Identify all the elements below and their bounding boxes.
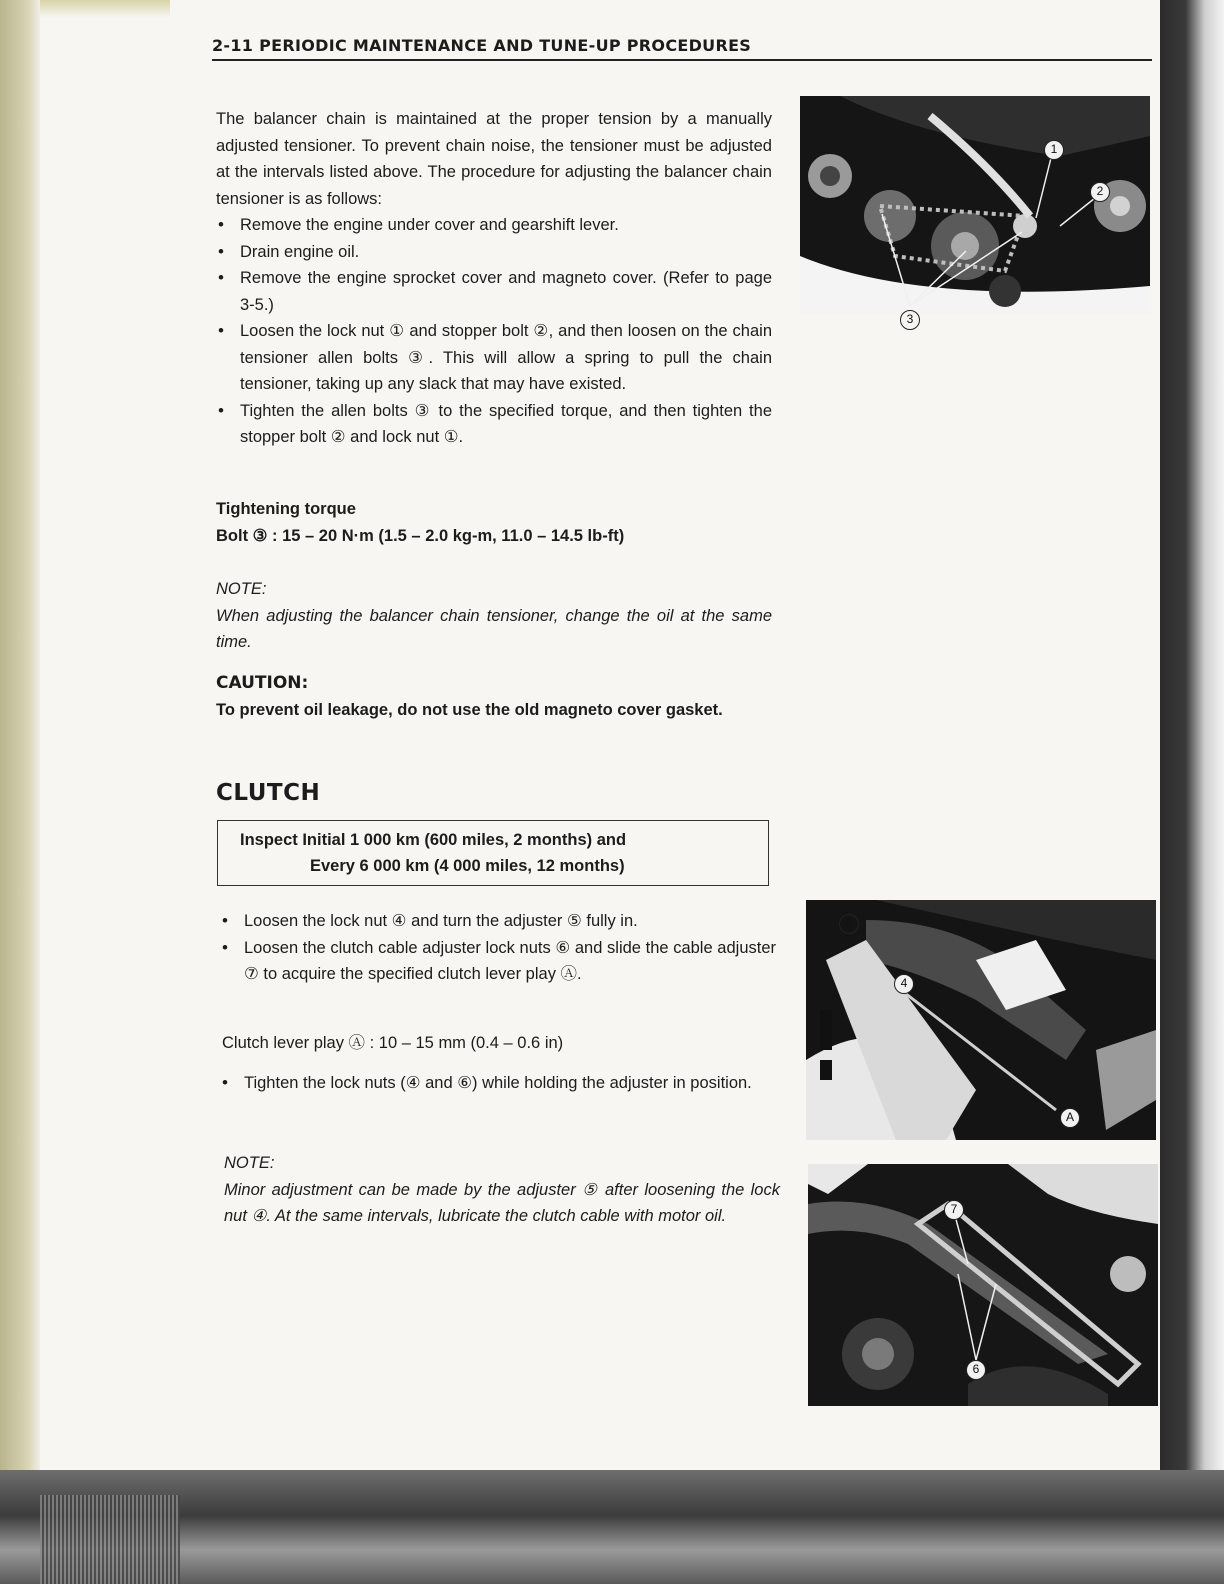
note-label: NOTE: (216, 580, 267, 598)
note-text: Minor adjustment can be made by the adjuster ⑤ after loosening the lock nut ④. At the same intervals, lubricate the clutch cable with motor oil. (224, 1180, 780, 1225)
balancer-step: • Tighten the allen bolts ③ to the specified torque, and then tighten the stopper bolt ② and lock nut ①. (216, 398, 772, 451)
callout-1: 1 (1044, 140, 1064, 160)
clutch-lever-image (806, 900, 1156, 1140)
caution-block (216, 670, 772, 723)
caution-text: To prevent oil leakage, do not use the old magneto cover gasket. (216, 700, 723, 719)
scan-edge-bottom (0, 1470, 1224, 1584)
engine-case-image (800, 96, 1150, 314)
torque-value: Bolt ③ : 15 – 20 N·m (1.5 – 2.0 kg-m, 11.0 – 14.5 lb-ft) (216, 526, 625, 545)
page-header: 2-11 PERIODIC MAINTENANCE AND TUNE-UP PROCEDURES (212, 36, 1152, 61)
torque-title: Tightening torque (216, 500, 356, 518)
balancer-tensioner-photo (800, 96, 1150, 314)
torque-spec (216, 496, 772, 549)
clutch-play-spec: Clutch lever play Ⓐ : 10 – 15 mm (0.4 – 0.6 in) (222, 1034, 564, 1052)
callout-4: 4 (894, 974, 914, 994)
clutch-lever-photo (806, 900, 1156, 1140)
clutch-steps (220, 908, 776, 988)
inspect-line-1: Inspect Initial 1 000 km (600 miles, 2 months) and (240, 831, 627, 849)
section-heading-clutch: CLUTCH (216, 780, 321, 806)
balancer-step: • Loosen the lock nut ① and stopper bolt ②, and then loosen on the chain tensioner allen bolts ③. This will allow a spring to pull the chain tensioner, taking up any slack that may have existed. (216, 318, 772, 398)
scan-bottom-texture (40, 1495, 180, 1584)
note-text: When adjusting the balancer chain tensioner, change the oil at the same time. (216, 606, 772, 651)
inspect-line-2: Every 6 000 km (4 000 miles, 12 months) (310, 857, 625, 875)
clutch-step: • Loosen the lock nut ④ and turn the adjuster ⑤ fully in. (220, 908, 776, 935)
balancer-step: • Remove the engine under cover and gearshift lever. (216, 212, 772, 239)
balancer-section (216, 106, 772, 451)
callout-5: 5 (839, 914, 859, 934)
clutch-step: • Tighten the lock nuts (④ and ⑥) while holding the adjuster in position. (220, 1070, 776, 1097)
note-label: NOTE: (224, 1154, 275, 1172)
balancer-step: • Drain engine oil. (216, 239, 772, 266)
callout-3: 3 (900, 310, 920, 330)
caution-label: CAUTION: (216, 673, 309, 693)
balancer-intro: The balancer chain is maintained at the proper tension by a manually adjusted tensioner. To prevent chain noise, the tensioner must be adjusted at the intervals listed above. The procedure for adjusting the balancer chain tensioner is as follows: (216, 110, 772, 208)
clutch-final-section (220, 1070, 776, 1097)
scan-corner (40, 0, 170, 18)
clutch-steps-section (220, 908, 776, 988)
inspection-interval-box (217, 820, 769, 886)
balancer-note (216, 576, 772, 656)
clutch-step: • Loosen the clutch cable adjuster lock nuts ⑥ and slide the cable adjuster ⑦ to acquire the specified clutch lever play Ⓐ. (220, 935, 776, 988)
callout-7: 7 (944, 1200, 964, 1220)
scan-edge-right (1160, 0, 1224, 1584)
callout-6: 6 (966, 1360, 986, 1380)
callout-2: 2 (1090, 182, 1110, 202)
clutch-note (224, 1150, 780, 1230)
scan-edge-left (0, 0, 40, 1584)
balancer-step: • Remove the engine sprocket cover and magneto cover. (Refer to page 3-5.) (216, 265, 772, 318)
callout-A: A (1060, 1108, 1080, 1128)
balancer-steps (216, 212, 772, 451)
clutch-final-steps (220, 1070, 776, 1097)
